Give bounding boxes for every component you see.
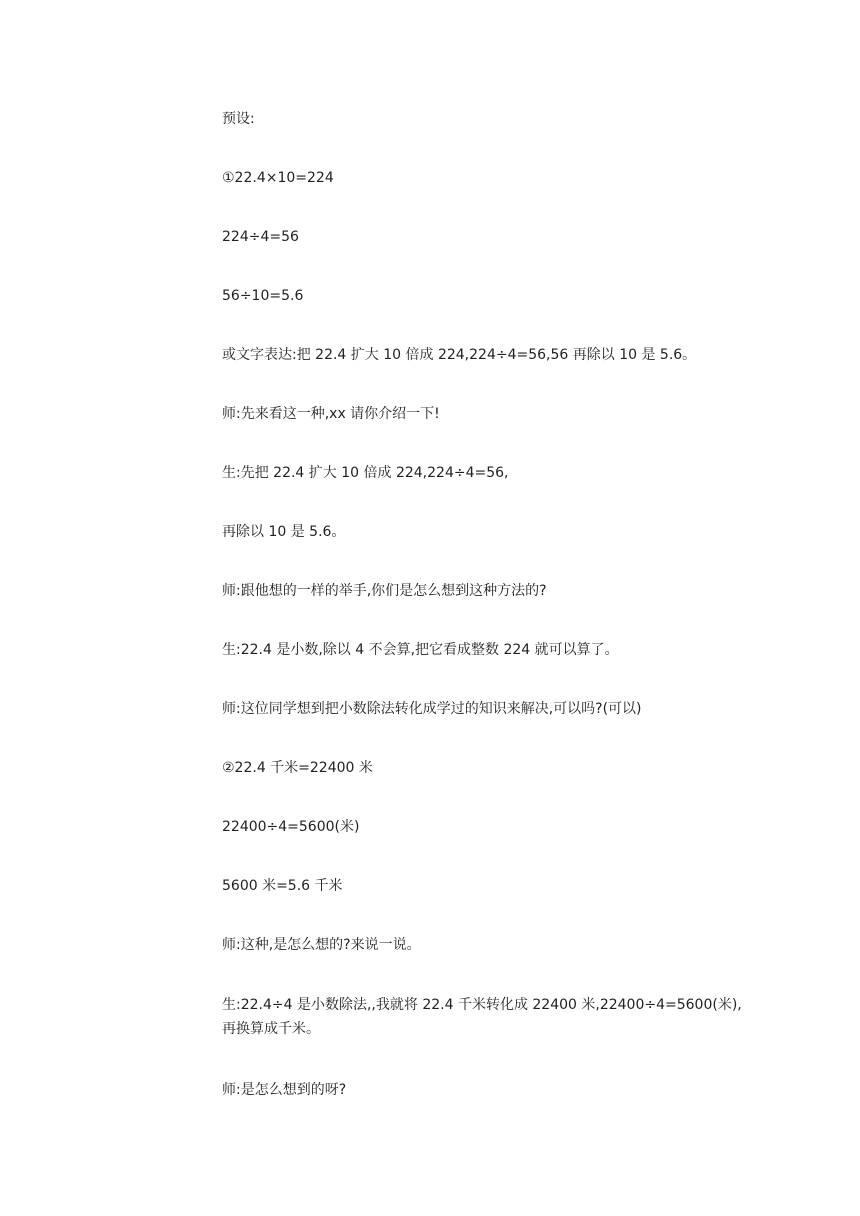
paragraph-text-expression: 或文字表达:把 22.4 扩大 10 倍成 224,224÷4=56,56 再除以 10 是 5.6。 [222,347,697,363]
paragraph-student-explain: 生:先把 22.4 扩大 10 倍成 224,224÷4=56, [222,465,509,481]
paragraph-method2-step1: ②22.4 千米=22400 米 [222,760,373,776]
paragraph-teacher-question: 师:跟他想的一样的举手,你们是怎么想到这种方法的? [222,583,547,599]
paragraph-preset-label: 预设: [222,111,255,127]
paragraph-student-answer: 生:22.4 是小数,除以 4 不会算,把它看成整数 224 就可以算了。 [222,642,619,658]
paragraph-method1-step1: ①22.4×10=224 [222,170,334,186]
paragraph-teacher-ask: 师:这种,是怎么想的?来说一说。 [222,937,421,953]
paragraph-method1-step2: 224÷4=56 [222,229,299,245]
paragraph-student-method2: 生:22.4÷4 是小数除法,,我就将 22.4 千米转化成 22400 米,22400÷4=5600(米),再换算成千米。 [222,997,742,1037]
paragraph-method2-step3: 5600 米=5.6 千米 [222,878,343,894]
paragraph-student-explain-cont: 再除以 10 是 5.6。 [222,524,346,540]
paragraph-method1-step3: 56÷10=5.6 [222,288,304,304]
document-body [222,108,742,1138]
paragraph-method2-step2: 22400÷4=5600(米) [222,819,360,835]
paragraph-teacher-comment: 师:这位同学想到把小数除法转化成学过的知识来解决,可以吗?(可以) [222,701,642,717]
paragraph-teacher-intro: 师:先来看这一种,xx 请你介绍一下! [222,406,440,422]
paragraph-teacher-followup: 师:是怎么想到的呀? [222,1082,347,1098]
